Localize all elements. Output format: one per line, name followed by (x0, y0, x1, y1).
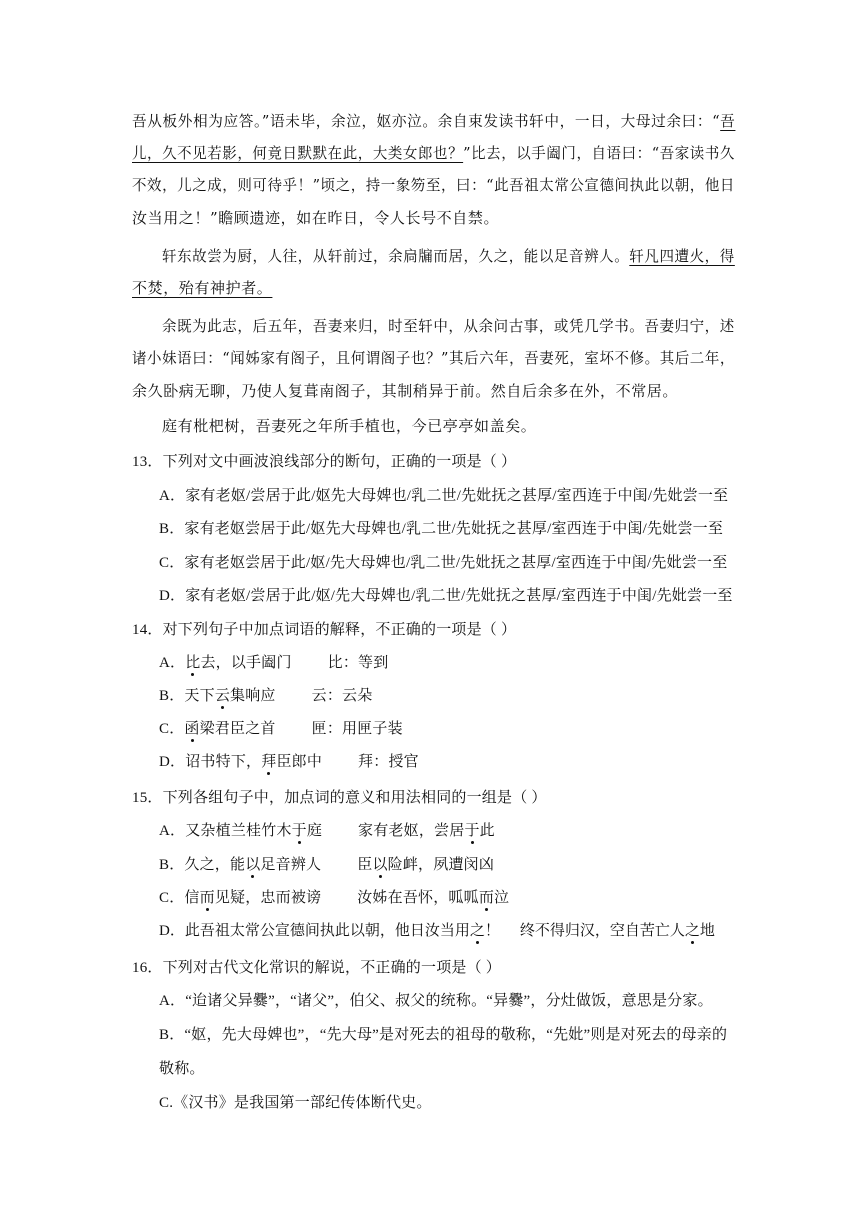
dotted-word: 之 (469, 923, 485, 939)
passage-line: 余既为此志，后五年，吾妻来归，时至轩中，从余问古事，或凭几学书。吾妻归宁，述 (162, 317, 735, 335)
question-16-option-b-cont: 敬称。 (159, 1061, 205, 1077)
option-text: 险衅，夙遭闵凶 (387, 857, 495, 873)
dotted-word: 之 (684, 923, 700, 939)
option-text: 臣 (357, 857, 373, 873)
question-13-option-a[interactable]: A．家有老妪/尝居于此/妪先大母婢也/乳二世/先妣抚之甚厚/室西连于中闺/先妣尝一至 (159, 488, 729, 504)
question-16-option-b[interactable]: B．“妪，先大母婢也”，“先大母”是对死去的祖母的敬称，“先妣”则是对死去的母亲的 (159, 1027, 728, 1043)
option-text: 此 (479, 823, 495, 839)
passage-underlined: 不焚，殆有神护者。 (132, 279, 273, 297)
passage-line (132, 278, 272, 298)
option-text: 汝姊在吾怀，呱呱 (357, 890, 479, 906)
option-text: 见疑，忠而被谤 (214, 890, 322, 906)
option-text: 集响应 (230, 688, 276, 704)
option-text: 家有老妪，尝居 (358, 823, 465, 839)
option-text: 去，以手阖门 (200, 655, 292, 671)
option-explanation: 匣：用匣子装 (311, 721, 403, 737)
option-label: A． (159, 655, 186, 671)
passage-line: 余久卧病无聊，乃使人复葺南阁子，其制稍异于前。然自后余多在外，不常居。 (132, 382, 679, 400)
passage-line (132, 111, 735, 131)
question-14-option-a[interactable] (159, 653, 388, 673)
question-13-option-d[interactable]: D．家有老妪/尝居于此/妪/先大母婢也/乳二世/先妣抚之甚厚/室西连于中闺/先妣尝一至 (159, 588, 733, 604)
passage-line (162, 246, 735, 266)
question-15-option-b[interactable] (159, 855, 494, 875)
passage-line: 不效，儿之成，则可待乎！”顷之，持一象笏至，曰：“此吾祖太常公宣德间执此以朝，他日 (132, 176, 735, 194)
option-explanation: 比：等到 (327, 655, 389, 671)
option-text: B．久之，能 (159, 857, 246, 873)
option-text: 梁君臣之首 (199, 721, 276, 737)
passage-underlined: 儿，久不见若影，何竟日默默在此，大类女郎也？ (132, 144, 464, 162)
dotted-word: 比 (185, 655, 201, 671)
question-16-stem: 16．下列对古代文化常识的解说，不正确的一项是（ ） (132, 960, 501, 976)
option-text: A．又杂植兰桂竹木 (159, 823, 292, 839)
question-14-option-b[interactable] (159, 686, 372, 706)
passage-line: 汝当用之！”瞻顾遗迹，如在昨日，令人长号不自禁。 (132, 209, 500, 227)
passage-text: 吾从板外相为应答。”语未毕，余泣，妪亦泣。余自束发读书轩中，一日，大母过余曰：“ (132, 112, 721, 130)
option-label: C． (159, 721, 185, 737)
dotted-word: 而 (199, 890, 215, 906)
question-13-option-c[interactable]: C．家有老妪尝居于此/妪/先大母婢也/乳二世/先妣抚之甚厚/室西连于中闺/先妣尝一至 (159, 555, 728, 571)
question-13-stem: 13．下列对文中画波浪线部分的断句，正确的一项是（ ） (132, 454, 517, 470)
passage-line: 诸小妹语曰：“闻姊家有阁子，且何谓阁子也？”其后六年，吾妻死，室坏不修。其后二年， (132, 349, 735, 367)
option-text: 终不得归汉，空自苦亡人 (519, 923, 685, 939)
option-text: 庭 (306, 823, 323, 839)
passage-line (132, 143, 735, 163)
passage-underlined: 轩凡四遭火，得 (629, 247, 735, 265)
passage-underlined: 吾 (720, 112, 736, 130)
question-15-option-d[interactable] (159, 921, 715, 941)
option-text: C．信 (159, 890, 200, 906)
option-text: 臣郎中 (276, 754, 323, 770)
question-15-stem: 15．下列各组句子中，加点词的意义和用法相同的一组是（ ） (132, 790, 547, 806)
option-text: 泣 (494, 890, 510, 906)
option-text: 足音辨人 (260, 857, 322, 873)
option-text: 地 (699, 923, 715, 939)
dotted-word: 云 (214, 688, 231, 704)
question-14-option-c[interactable] (159, 719, 403, 739)
option-explanation: 云：云朵 (311, 688, 373, 704)
question-16-option-a[interactable]: A．“迨诸父异爨”，“诸父”，伯父、叔父的统称。“异爨”，分灶做饭，意思是分家。 (159, 993, 713, 1009)
question-14-option-d[interactable] (159, 752, 419, 772)
question-15-option-a[interactable] (159, 821, 495, 841)
passage-text: 轩东故尝为厨，人往，从轩前过，余扃牖而居，久之，能以足音辨人。 (162, 247, 630, 265)
option-text: D．此吾祖太常公宣德间执此以朝，他日汝当用 (159, 923, 470, 939)
dotted-word: 于 (464, 823, 480, 839)
question-14-stem: 14．对下列句子中加点词语的解释，不正确的一项是（ ） (132, 622, 517, 638)
option-text: ！ (484, 923, 500, 939)
option-label: D．诏书特下， (159, 754, 262, 770)
passage-line: 庭有枇杷树，吾妻死之年所手植也，今已亭亭如盖矣。 (162, 417, 537, 435)
option-label: B．天下 (159, 688, 215, 704)
passage-text: ”比去，以手阖门，自语曰：“吾家读书久 (463, 144, 735, 162)
question-15-option-c[interactable] (159, 888, 509, 908)
dotted-word: 以 (245, 857, 261, 873)
question-13-option-b[interactable]: B．家有老妪尝居于此/妪先大母婢也/乳二世/先妣抚之甚厚/室西连于中闺/先妣尝一至 (159, 521, 724, 537)
option-explanation: 拜：授官 (358, 754, 419, 770)
dotted-word: 而 (478, 890, 495, 906)
dotted-word: 拜 (261, 754, 277, 770)
dotted-word: 函 (184, 721, 200, 737)
dotted-word: 以 (372, 857, 388, 873)
dotted-word: 于 (291, 823, 307, 839)
question-16-option-c[interactable]: C.《汉书》是我国第一部纪传体断代史。 (159, 1095, 432, 1111)
